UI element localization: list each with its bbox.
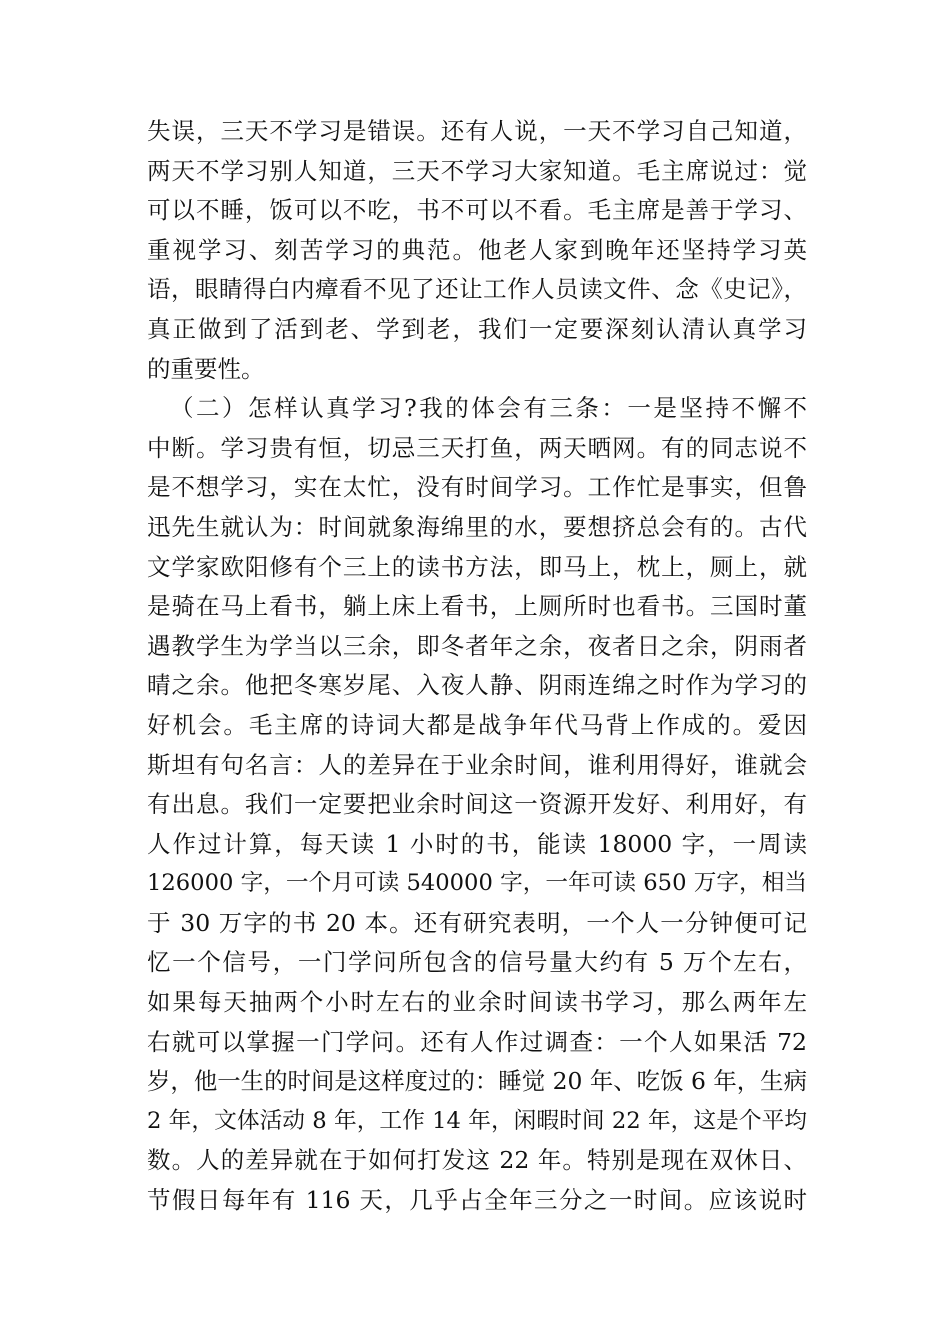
text-line: 语，眼睛得白内瘴看不见了还让工作人员读文件、念《史记》，	[147, 275, 807, 304]
text-line: 节假日每年有 116 天，几乎占全年三分之一时间。应该说时	[147, 1186, 807, 1215]
text-line: 的重要性。	[147, 354, 265, 383]
text-line: 斯坦有句名言：人的差异在于业余时间，谁利用得好，谁就会	[147, 750, 807, 779]
text-line: 于 30 万字的书 20 本。还有研究表明，一个人一分钟便可记	[147, 908, 807, 937]
text-line: （二）怎样认真学习?我的体会有三条：一是坚持不懈不	[170, 394, 807, 423]
paragraph-2	[147, 389, 807, 1220]
text-line: 好机会。毛主席的诗词大都是战争年代马背上作成的。爱因	[147, 710, 807, 739]
text-line: 两天不学习别人知道，三天不学习大家知道。毛主席说过：觉	[147, 156, 807, 185]
text-line: 2 年，文体活动 8 年，工作 14 年，闲暇时间 22 年，这是个平均	[147, 1107, 807, 1134]
text-line: 如果每天抽两个小时左右的业余时间读书学习，那么两年左	[147, 988, 807, 1017]
text-line: 是不想学习，实在太忙，没有时间学习。工作忙是事实，但鲁	[147, 473, 807, 502]
text-line: 人作过计算，每天读 1 小时的书，能读 18000 字，一周读	[147, 829, 807, 858]
text-line: 右就可以掌握一门学问。还有人作过调查：一个人如果活 72	[147, 1027, 807, 1056]
text-line: 是骑在马上看书，躺上床上看书，上厕所时也看书。三国时董	[147, 592, 807, 621]
text-line: 晴之余。他把冬寒岁尾、入夜人静、阴雨连绵之时作为学习的	[147, 671, 807, 700]
paragraph-1	[147, 112, 807, 389]
text-line: 有出息。我们一定要把业余时间这一资源开发好、利用好，有	[147, 790, 807, 819]
text-line: 126000 字，一个月可读 540000 字，一年可读 650 万字，相当	[147, 870, 807, 897]
text-line: 数。人的差异就在于如何打发这 22 年。特别是现在双休日、	[147, 1146, 807, 1175]
document-page	[147, 112, 807, 1221]
text-line: 迅先生就认为：时间就象海绵里的水，要想挤总会有的。古代	[147, 512, 807, 541]
text-line: 可以不睡，饭可以不吃，书不可以不看。毛主席是善于学习、	[147, 196, 807, 225]
text-line: 失误，三天不学习是错误。还有人说，一天不学习自己知道，	[147, 117, 807, 145]
text-line: 重视学习、刻苦学习的典范。他老人家到晚年还坚持学习英	[147, 235, 807, 264]
text-line: 遇教学生为学当以三余，即冬者年之余，夜者日之余，阴雨者	[147, 631, 807, 660]
text-line: 忆一个信号，一门学问所包含的信号量大约有 5 万个左右，	[147, 948, 807, 977]
text-line: 文学家欧阳修有个三上的读书方法，即马上，枕上，厕上，就	[147, 552, 807, 581]
text-line: 岁，他一生的时间是这样度过的：睡觉 20 年、吃饭 6 年，生病	[147, 1067, 807, 1096]
text-line: 中断。学习贵有恒，切忌三天打鱼，两天晒网。有的同志说不	[147, 433, 807, 462]
text-line: 真正做到了活到老、学到老，我们一定要深刻认清认真学习	[147, 314, 807, 343]
